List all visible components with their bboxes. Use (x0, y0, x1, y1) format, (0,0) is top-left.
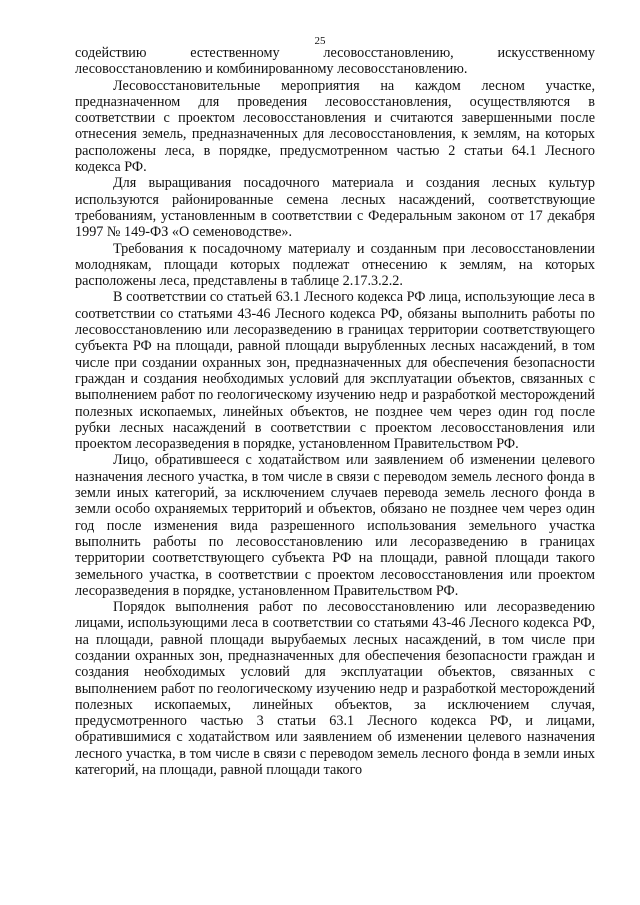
page-number: 25 (314, 35, 326, 47)
paragraph: Порядок выполнения работ по лесовосстановлению или лесоразведению лицами, использующими леса в соответствии со статьями 43-46 Лесного кодекса РФ, на площади, равной площади вырубаемых лесных насаждений, в том числе при создании охранных зон, предназначенных для обеспечения безопасности граждан и создания необходимых условий для эксплуатации объектов, связанных с выполнением работ по геологическому изучению недр и разработкой месторождений полезных ископаемых, линейных объектов, за исключением случая, предусмотренного частью 3 статьи 63.1 Лесного кодекса РФ, и лицами, обратившимися с ходатайством или заявлением об изменении целевого назначения лесного участка, в том числе в связи с переводом земель лесного фонда в земли иных категорий, на площади, равной площади такого (75, 599, 595, 779)
paragraph: Лицо, обратившееся с ходатайством или заявлением об изменении целевого назначения лесного участка, в том числе в связи с переводом земель лесного фонда в земли иных категорий, за исключением случаев перевода земель лесного фонда в земли особо охраняемых территорий и объектов, обязано не позднее чем через один год после изменения вида разрешенного использования земельного участка выполнить работы по лесовосстановлению или лесоразведению в границах территории соответствующего субъекта РФ на площади, равной площади такого земельного участка, в соответствии с проектом лесовосстановления или проектом лесоразведения в порядке, установленном Правительством РФ. (75, 452, 595, 599)
paragraph: В соответствии со статьей 63.1 Лесного кодекса РФ лица, использующие леса в соответствии со статьями 43-46 Лесного кодекса РФ, обязаны выполнить работы по лесовосстановлению или лесоразведению в границах территории соответствующего субъекта РФ на площади, равной площади вырубленных лесных насаждений, в том числе при создании охранных зон, предназначенных для обеспечения безопасности граждан и создания необходимых условий для эксплуатации объектов, связанных с выполнением работ по геологическому изучению недр и разработкой месторождений полезных ископаемых, линейных объектов, не позднее чем через один год после рубки лесных насаждений в соответствии с проектом лесовосстановления или проектом лесоразведения в порядке, установленном Правительством РФ. (75, 289, 595, 453)
paragraph: Требования к посадочному материалу и созданным при лесовосстановлении молоднякам, площади которых подлежат отнесению к землям, на которых расположены леса, представлены в таблице 2.17.3.2.2. (75, 240, 595, 290)
paragraph: Для выращивания посадочного материала и создания лесных культур используются районированные семена лесных насаждений, соответствующие требованиям, установленным в соответствии с Федеральным законом от 17 декабря 1997 № 149-ФЗ «О семеноводстве». (75, 175, 595, 241)
paragraph: Лесовосстановительные мероприятия на каждом лесном участке, предназначенном для проведения лесовосстановления, осуществляются в соответствии с проектом лесовосстановления и считаются завершенными после отнесения земель, предназначенных для лесовосстановления, к землям, на которых расположены леса, в порядке, предусмотренном частью 2 статьи 64.1 Лесного кодекса РФ. (75, 77, 595, 176)
document-body (75, 45, 595, 778)
paragraph: содействию естественному лесовосстановлению, искусственному лесовосстановлению и комбинированному лесовосстановлению. (75, 45, 595, 78)
